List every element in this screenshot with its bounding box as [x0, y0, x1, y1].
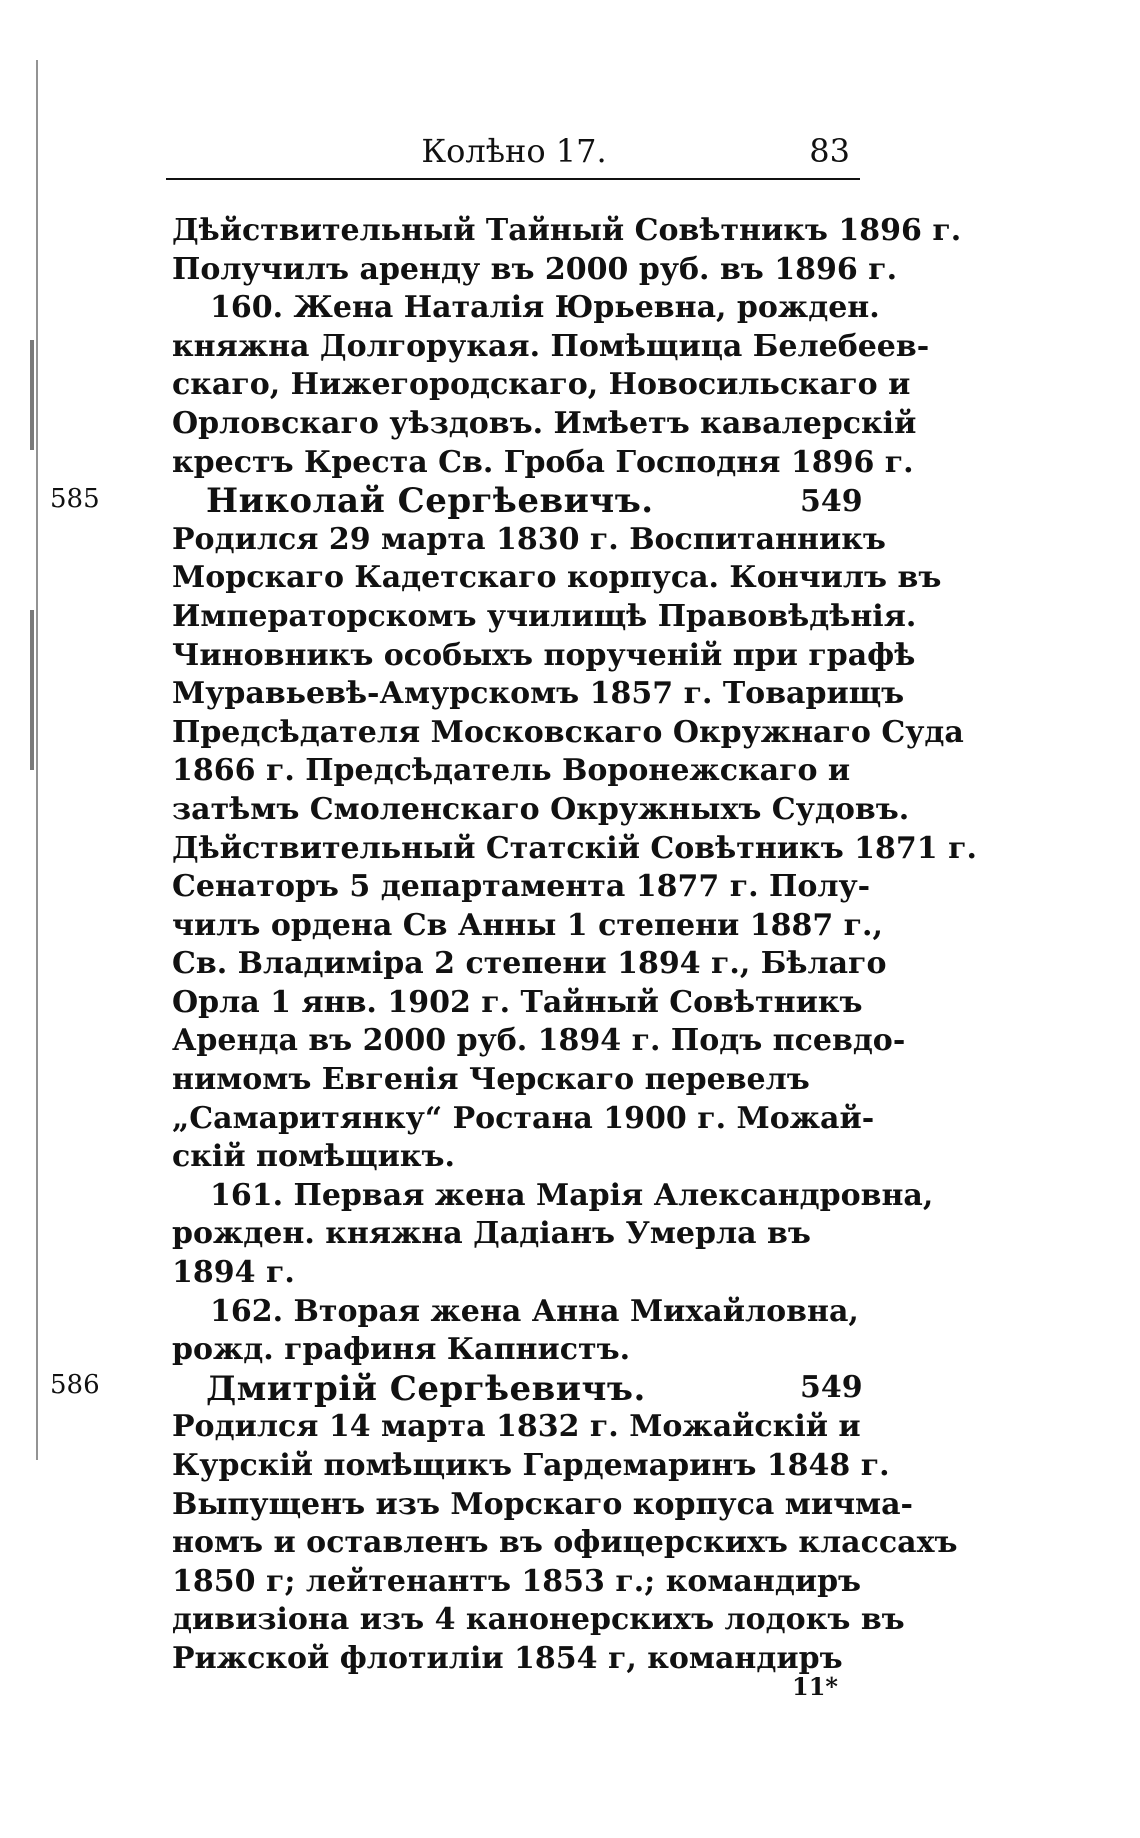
text-line: Орла 1 янв. 1902 г. Тайный Совѣтникъ: [172, 984, 863, 1020]
text-line: рожд. графиня Капнистъ.: [172, 1332, 631, 1368]
text-line: скій помѣщикъ.: [172, 1139, 455, 1175]
signature-mark: 11*: [792, 1672, 838, 1701]
page-number: 83: [809, 132, 850, 170]
text-line: Рижской флотиліи 1854 г, командиръ: [172, 1640, 843, 1676]
text-line: нимомъ Евгенія Черскаго перевелъ: [172, 1062, 810, 1098]
text-line: Морскаго Кадетскаго корпуса. Кончилъ въ: [172, 560, 942, 596]
margin-number-right: 549: [800, 484, 863, 519]
scan-edge-mark: [30, 340, 34, 450]
text-line: Родился 29 марта 1830 г. Воспитанникъ: [172, 521, 886, 557]
text-line: затѣмъ Смоленскаго Окружныхъ Судовъ.: [172, 791, 910, 827]
text-line: чилъ ордена Св Анны 1 степени 1887 г.,: [172, 907, 883, 943]
page-header: [172, 132, 856, 176]
text-line: Св. Владиміра 2 степени 1894 г., Бѣлаго: [172, 946, 887, 982]
text-line: Императорскомъ училищѣ Правовѣдѣнія.: [172, 598, 917, 634]
text-line: скаго, Нижегородскаго, Новосильскаго и: [172, 367, 911, 403]
scan-edge-line: [36, 60, 38, 1460]
text-line: 162. Вторая жена Анна Михайловна,: [210, 1293, 859, 1329]
text-line: дивизіона изъ 4 канонерскихъ лодокъ въ: [172, 1602, 905, 1638]
text-line: Сенаторъ 5 департамента 1877 г. Полу-: [172, 869, 871, 905]
text-line: 1894 г.: [172, 1255, 295, 1291]
text-line: Дѣйствительный Статскій Совѣтникъ 1871 г.: [172, 830, 977, 866]
page-title: Колѣно 17.: [421, 132, 607, 170]
header-rule: [166, 178, 860, 180]
text-line: Выпущенъ изъ Морскаго корпуса мичма-: [172, 1486, 913, 1522]
text-line: 1850 г; лейтенантъ 1853 г.; командиръ: [172, 1563, 862, 1599]
scan-edge-mark: [30, 610, 34, 770]
text-line: рожден. княжна Дадіанъ Умерла въ: [172, 1216, 811, 1252]
text-line: Муравьевѣ-Амурскомъ 1857 г. Товарищъ: [172, 676, 905, 712]
person-heading: Николай Сергѣевичъ.: [206, 481, 654, 522]
text-line: 160. Жена Наталія Юрьевна, рожден.: [210, 290, 880, 326]
text-line: Аренда въ 2000 руб. 1894 г. Подъ псевдо-: [172, 1023, 906, 1059]
text-line: номъ и оставленъ въ офицерскихъ классахъ: [172, 1525, 958, 1561]
text-line: Дѣйствительный Тайный Совѣтникъ 1896 г.: [172, 213, 962, 248]
text-line: Орловскаго уѣздовъ. Имѣетъ кавалерскій: [172, 405, 917, 441]
margin-number-right: 549: [800, 1370, 863, 1405]
margin-number-left: 585: [50, 484, 100, 514]
text-line: Родился 14 марта 1832 г. Можайскій и: [172, 1409, 861, 1445]
text-line: Курскій помѣщикъ Гардемаринъ 1848 г.: [172, 1448, 890, 1483]
text-line: „Самаритянку“ Ростана 1900 г. Можай-: [172, 1100, 875, 1136]
text-line: крестъ Креста Св. Гроба Господня 1896 г.: [172, 444, 914, 480]
text-line: 161. Первая жена Марія Александровна,: [210, 1177, 934, 1213]
text-line: Чиновникъ особыхъ порученій при графѣ: [172, 637, 916, 673]
text-line: Получилъ аренду въ 2000 руб. въ 1896 г.: [172, 251, 898, 287]
person-heading: Дмитрій Сергѣевичъ.: [206, 1368, 646, 1409]
text-line: княжна Долгорукая. Помѣщица Белебеев-: [172, 328, 930, 364]
text-line: Предсѣдателя Московскаго Окружнаго Суда: [172, 714, 964, 750]
margin-number-left: 586: [50, 1370, 100, 1400]
text-line: 1866 г. Предсѣдатель Воронежскаго и: [172, 753, 851, 789]
